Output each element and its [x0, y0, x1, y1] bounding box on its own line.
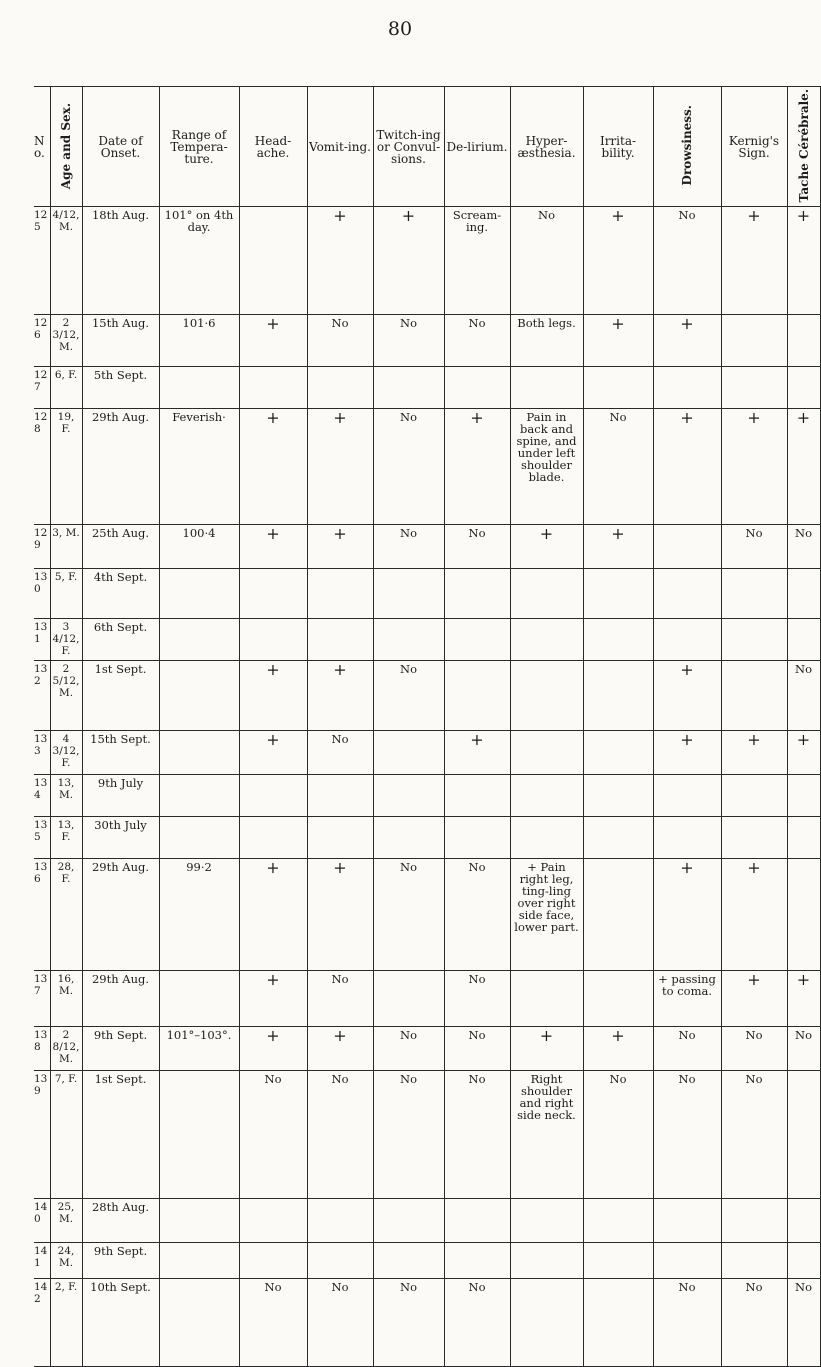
cell-drowsiness — [653, 569, 721, 619]
cell-age-sex: 19, F. — [50, 409, 82, 525]
cell-headache — [239, 207, 307, 315]
cell-temperature — [159, 1199, 239, 1243]
cell-irritability — [583, 367, 653, 409]
cell-headache: No — [239, 1071, 307, 1199]
cell-tache-cerebrale — [787, 367, 820, 409]
cell-vomiting: No — [307, 731, 373, 775]
cell-date-onset: 10th Sept. — [82, 1279, 159, 1367]
header-headache: Head-ache. — [239, 87, 307, 207]
cell-headache — [239, 1199, 307, 1243]
cell-drowsiness — [653, 1243, 721, 1279]
cell-hyperaesthesia: + Pain right leg, ting-ling over right side face, lower part. — [510, 859, 583, 971]
table-row — [34, 367, 820, 409]
cell-no: 126 — [34, 315, 50, 367]
cell-delirium: No — [444, 1279, 510, 1367]
cell-date-onset: 15th Aug. — [82, 315, 159, 367]
cell-drowsiness: No — [653, 207, 721, 315]
cell-kernig-sign — [721, 1243, 787, 1279]
cell-hyperaesthesia — [510, 775, 583, 817]
header-irritability: Irrita-bility. — [583, 87, 653, 207]
cell-irritability — [583, 1279, 653, 1367]
cell-twitching — [373, 817, 444, 859]
cell-headache: + — [239, 731, 307, 775]
cell-drowsiness: + — [653, 859, 721, 971]
cell-twitching — [373, 1199, 444, 1243]
cell-delirium — [444, 1243, 510, 1279]
cell-vomiting: + — [307, 1027, 373, 1071]
cell-twitching: No — [373, 1279, 444, 1367]
cell-vomiting: No — [307, 1071, 373, 1199]
cell-age-sex: 2 8/12, M. — [50, 1027, 82, 1071]
cell-vomiting: + — [307, 859, 373, 971]
cell-irritability — [583, 569, 653, 619]
cell-temperature — [159, 775, 239, 817]
cell-kernig-sign — [721, 775, 787, 817]
cell-twitching: No — [373, 315, 444, 367]
cell-no: 129 — [34, 525, 50, 569]
cell-tache-cerebrale — [787, 1199, 820, 1243]
cell-date-onset: 29th Aug. — [82, 409, 159, 525]
cell-headache: + — [239, 315, 307, 367]
table-row — [34, 569, 820, 619]
cell-temperature: 101·6 — [159, 315, 239, 367]
cell-age-sex: 3, M. — [50, 525, 82, 569]
table-row — [34, 661, 820, 731]
cell-hyperaesthesia — [510, 731, 583, 775]
cell-tache-cerebrale: No — [787, 1027, 820, 1071]
cell-temperature — [159, 1243, 239, 1279]
cell-drowsiness — [653, 775, 721, 817]
cell-twitching: No — [373, 661, 444, 731]
table-row — [34, 817, 820, 859]
cell-delirium — [444, 1199, 510, 1243]
table-row — [34, 1071, 820, 1199]
cell-irritability — [583, 619, 653, 661]
cell-date-onset: 29th Aug. — [82, 971, 159, 1027]
cell-hyperaesthesia: + — [510, 525, 583, 569]
cell-delirium: Scream-ing. — [444, 207, 510, 315]
cell-tache-cerebrale: + — [787, 731, 820, 775]
cell-tache-cerebrale: No — [787, 661, 820, 731]
cell-age-sex: 2 5/12, M. — [50, 661, 82, 731]
cell-hyperaesthesia — [510, 1199, 583, 1243]
cell-kernig-sign: + — [721, 731, 787, 775]
cell-kernig-sign — [721, 817, 787, 859]
cell-irritability: No — [583, 409, 653, 525]
cell-drowsiness: No — [653, 1027, 721, 1071]
cell-hyperaesthesia — [510, 1243, 583, 1279]
cell-vomiting: + — [307, 207, 373, 315]
cell-twitching: + — [373, 207, 444, 315]
cell-twitching — [373, 367, 444, 409]
cell-twitching — [373, 569, 444, 619]
cell-no: 133 — [34, 731, 50, 775]
header-row — [34, 87, 820, 207]
cell-headache — [239, 569, 307, 619]
cell-delirium: No — [444, 315, 510, 367]
cell-tache-cerebrale — [787, 1071, 820, 1199]
cell-kernig-sign — [721, 619, 787, 661]
cell-headache: + — [239, 1027, 307, 1071]
cell-no: 140 — [34, 1199, 50, 1243]
cell-hyperaesthesia — [510, 619, 583, 661]
cell-vomiting — [307, 1243, 373, 1279]
cell-tache-cerebrale — [787, 315, 820, 367]
cell-age-sex: 13, M. — [50, 775, 82, 817]
cell-no: 134 — [34, 775, 50, 817]
table-row — [34, 731, 820, 775]
cell-age-sex: 4 3/12, F. — [50, 731, 82, 775]
cell-kernig-sign: + — [721, 409, 787, 525]
header-date-onset: Date of Onset. — [82, 87, 159, 207]
cell-date-onset: 9th Sept. — [82, 1027, 159, 1071]
cell-tache-cerebrale: + — [787, 971, 820, 1027]
cell-tache-cerebrale: No — [787, 525, 820, 569]
cell-delirium — [444, 619, 510, 661]
cell-vomiting — [307, 569, 373, 619]
cell-date-onset: 28th Aug. — [82, 1199, 159, 1243]
cell-headache — [239, 1243, 307, 1279]
cell-age-sex: 3 4/12, F. — [50, 619, 82, 661]
cell-no: 125 — [34, 207, 50, 315]
cell-vomiting: + — [307, 661, 373, 731]
cell-irritability: No — [583, 1071, 653, 1199]
cell-twitching — [373, 1243, 444, 1279]
cell-no: 127 — [34, 367, 50, 409]
header-twitching: Twitch-ing or Convul-sions. — [373, 87, 444, 207]
cell-kernig-sign: No — [721, 1279, 787, 1367]
table-row — [34, 1243, 820, 1279]
cell-age-sex: 16, M. — [50, 971, 82, 1027]
cell-drowsiness: + — [653, 661, 721, 731]
cell-age-sex: 13, F. — [50, 817, 82, 859]
cell-no: 135 — [34, 817, 50, 859]
cell-kernig-sign: + — [721, 207, 787, 315]
cell-drowsiness: No — [653, 1279, 721, 1367]
cell-kernig-sign: + — [721, 971, 787, 1027]
cell-tache-cerebrale: + — [787, 409, 820, 525]
cell-kernig-sign — [721, 315, 787, 367]
case-symptoms-table — [34, 86, 821, 1367]
cell-irritability — [583, 775, 653, 817]
cell-vomiting — [307, 367, 373, 409]
table-row — [34, 525, 820, 569]
cell-drowsiness: + — [653, 315, 721, 367]
cell-vomiting — [307, 817, 373, 859]
cell-age-sex: 4/12, M. — [50, 207, 82, 315]
header-vomiting: Vomit-ing. — [307, 87, 373, 207]
table-row — [34, 1199, 820, 1243]
cell-age-sex: 28, F. — [50, 859, 82, 971]
cell-delirium: No — [444, 1027, 510, 1071]
cell-irritability: + — [583, 1027, 653, 1071]
cell-vomiting: + — [307, 409, 373, 525]
cell-tache-cerebrale — [787, 619, 820, 661]
page-number: 80 — [387, 18, 413, 40]
header-kernig-sign: Kernig's Sign. — [721, 87, 787, 207]
cell-temperature: 101°–103°. — [159, 1027, 239, 1071]
cell-vomiting — [307, 619, 373, 661]
cell-twitching — [373, 971, 444, 1027]
cell-hyperaesthesia: + — [510, 1027, 583, 1071]
cell-twitching: No — [373, 1027, 444, 1071]
cell-no: 137 — [34, 971, 50, 1027]
cell-twitching: No — [373, 1071, 444, 1199]
cell-no: 142 — [34, 1279, 50, 1367]
cell-delirium — [444, 661, 510, 731]
cell-headache: + — [239, 661, 307, 731]
cell-no: 128 — [34, 409, 50, 525]
cell-hyperaesthesia — [510, 661, 583, 731]
cell-hyperaesthesia — [510, 1279, 583, 1367]
header-drowsiness: Drowsiness. — [653, 87, 721, 207]
cell-age-sex: 6, F. — [50, 367, 82, 409]
cell-drowsiness — [653, 619, 721, 661]
cell-date-onset: 25th Aug. — [82, 525, 159, 569]
cell-vomiting — [307, 1199, 373, 1243]
cell-temperature: 100·4 — [159, 525, 239, 569]
cell-kernig-sign — [721, 1199, 787, 1243]
cell-temperature — [159, 1279, 239, 1367]
header-no: No. — [34, 87, 50, 207]
cell-date-onset: 1st Sept. — [82, 1071, 159, 1199]
cell-temperature — [159, 817, 239, 859]
header-hyperaesthesia: Hyper-æsthesia. — [510, 87, 583, 207]
cell-no: 132 — [34, 661, 50, 731]
cell-delirium: No — [444, 525, 510, 569]
cell-temperature — [159, 569, 239, 619]
cell-age-sex: 5, F. — [50, 569, 82, 619]
cell-headache: + — [239, 971, 307, 1027]
cell-hyperaesthesia: No — [510, 207, 583, 315]
cell-date-onset: 6th Sept. — [82, 619, 159, 661]
cell-date-onset: 9th Sept. — [82, 1243, 159, 1279]
cell-tache-cerebrale — [787, 775, 820, 817]
cell-irritability — [583, 731, 653, 775]
table-row — [34, 315, 820, 367]
table-row — [34, 1279, 820, 1367]
cell-no: 130 — [34, 569, 50, 619]
cell-drowsiness — [653, 1199, 721, 1243]
cell-irritability — [583, 1243, 653, 1279]
table-body — [34, 207, 820, 1367]
cell-delirium: + — [444, 731, 510, 775]
cell-tache-cerebrale: + — [787, 207, 820, 315]
cell-no: 131 — [34, 619, 50, 661]
cell-headache: + — [239, 859, 307, 971]
cell-kernig-sign: No — [721, 1071, 787, 1199]
cell-temperature: 101° on 4th day. — [159, 207, 239, 315]
cell-hyperaesthesia — [510, 817, 583, 859]
cell-no: 138 — [34, 1027, 50, 1071]
table-row — [34, 409, 820, 525]
cell-irritability — [583, 817, 653, 859]
cell-no: 136 — [34, 859, 50, 971]
cell-kernig-sign — [721, 367, 787, 409]
cell-date-onset: 4th Sept. — [82, 569, 159, 619]
cell-headache — [239, 817, 307, 859]
cell-delirium — [444, 367, 510, 409]
cell-temperature — [159, 619, 239, 661]
cell-date-onset: 18th Aug. — [82, 207, 159, 315]
cell-tache-cerebrale — [787, 817, 820, 859]
cell-headache — [239, 619, 307, 661]
cell-irritability — [583, 971, 653, 1027]
cell-headache: + — [239, 525, 307, 569]
cell-kernig-sign — [721, 569, 787, 619]
cell-date-onset: 15th Sept. — [82, 731, 159, 775]
cell-age-sex: 2 3/12, M. — [50, 315, 82, 367]
cell-hyperaesthesia — [510, 367, 583, 409]
cell-age-sex: 2, F. — [50, 1279, 82, 1367]
cell-twitching — [373, 775, 444, 817]
cell-temperature — [159, 367, 239, 409]
cell-delirium: + — [444, 409, 510, 525]
cell-kernig-sign: No — [721, 1027, 787, 1071]
header-temperature: Range of Tempera-ture. — [159, 87, 239, 207]
cell-headache — [239, 775, 307, 817]
cell-irritability — [583, 859, 653, 971]
cell-drowsiness: + — [653, 731, 721, 775]
cell-date-onset: 29th Aug. — [82, 859, 159, 971]
table-row — [34, 971, 820, 1027]
cell-delirium: No — [444, 859, 510, 971]
table-row — [34, 859, 820, 971]
cell-irritability — [583, 1199, 653, 1243]
cell-twitching: No — [373, 409, 444, 525]
cell-twitching: No — [373, 859, 444, 971]
cell-irritability: + — [583, 525, 653, 569]
cell-kernig-sign — [721, 661, 787, 731]
cell-no: 139 — [34, 1071, 50, 1199]
cell-tache-cerebrale — [787, 1243, 820, 1279]
cell-vomiting: No — [307, 971, 373, 1027]
cell-vomiting — [307, 775, 373, 817]
cell-delirium — [444, 817, 510, 859]
header-delirium: De-lirium. — [444, 87, 510, 207]
cell-temperature: 99·2 — [159, 859, 239, 971]
cell-drowsiness — [653, 367, 721, 409]
cell-kernig-sign: No — [721, 525, 787, 569]
cell-kernig-sign: + — [721, 859, 787, 971]
cell-temperature — [159, 731, 239, 775]
cell-temperature — [159, 1071, 239, 1199]
cell-temperature: Feverish· — [159, 409, 239, 525]
cell-age-sex: 7, F. — [50, 1071, 82, 1199]
cell-hyperaesthesia: Both legs. — [510, 315, 583, 367]
cell-date-onset: 9th July — [82, 775, 159, 817]
cell-tache-cerebrale — [787, 859, 820, 971]
table-row — [34, 775, 820, 817]
cell-tache-cerebrale: No — [787, 1279, 820, 1367]
cell-no: 141 — [34, 1243, 50, 1279]
cell-twitching — [373, 731, 444, 775]
table-row — [34, 1027, 820, 1071]
cell-drowsiness — [653, 525, 721, 569]
cell-drowsiness — [653, 817, 721, 859]
cell-irritability — [583, 661, 653, 731]
cell-vomiting: + — [307, 525, 373, 569]
cell-irritability: + — [583, 207, 653, 315]
cell-drowsiness: No — [653, 1071, 721, 1199]
cell-delirium: No — [444, 971, 510, 1027]
header-tache-cerebrale: Tache Cérébrale. — [787, 87, 820, 207]
cell-temperature — [159, 661, 239, 731]
cell-hyperaesthesia: Pain in back and spine, and under left shoulder blade. — [510, 409, 583, 525]
cell-hyperaesthesia — [510, 971, 583, 1027]
cell-vomiting: No — [307, 1279, 373, 1367]
header-age-sex: Age and Sex. — [50, 87, 82, 207]
cell-tache-cerebrale — [787, 569, 820, 619]
table-row — [34, 207, 820, 315]
cell-delirium — [444, 775, 510, 817]
cell-drowsiness: + — [653, 409, 721, 525]
table-row — [34, 619, 820, 661]
cell-headache: + — [239, 409, 307, 525]
cell-headache — [239, 367, 307, 409]
cell-vomiting: No — [307, 315, 373, 367]
cell-delirium: No — [444, 1071, 510, 1199]
cell-date-onset: 30th July — [82, 817, 159, 859]
cell-drowsiness: + passing to coma. — [653, 971, 721, 1027]
cell-irritability: + — [583, 315, 653, 367]
cell-date-onset: 5th Sept. — [82, 367, 159, 409]
cell-age-sex: 24, M. — [50, 1243, 82, 1279]
cell-twitching — [373, 619, 444, 661]
cell-hyperaesthesia — [510, 569, 583, 619]
cell-headache: No — [239, 1279, 307, 1367]
cell-twitching: No — [373, 525, 444, 569]
cell-temperature — [159, 971, 239, 1027]
cell-hyperaesthesia: Right shoulder and right side neck. — [510, 1071, 583, 1199]
cell-date-onset: 1st Sept. — [82, 661, 159, 731]
cell-delirium — [444, 569, 510, 619]
cell-age-sex: 25, M. — [50, 1199, 82, 1243]
